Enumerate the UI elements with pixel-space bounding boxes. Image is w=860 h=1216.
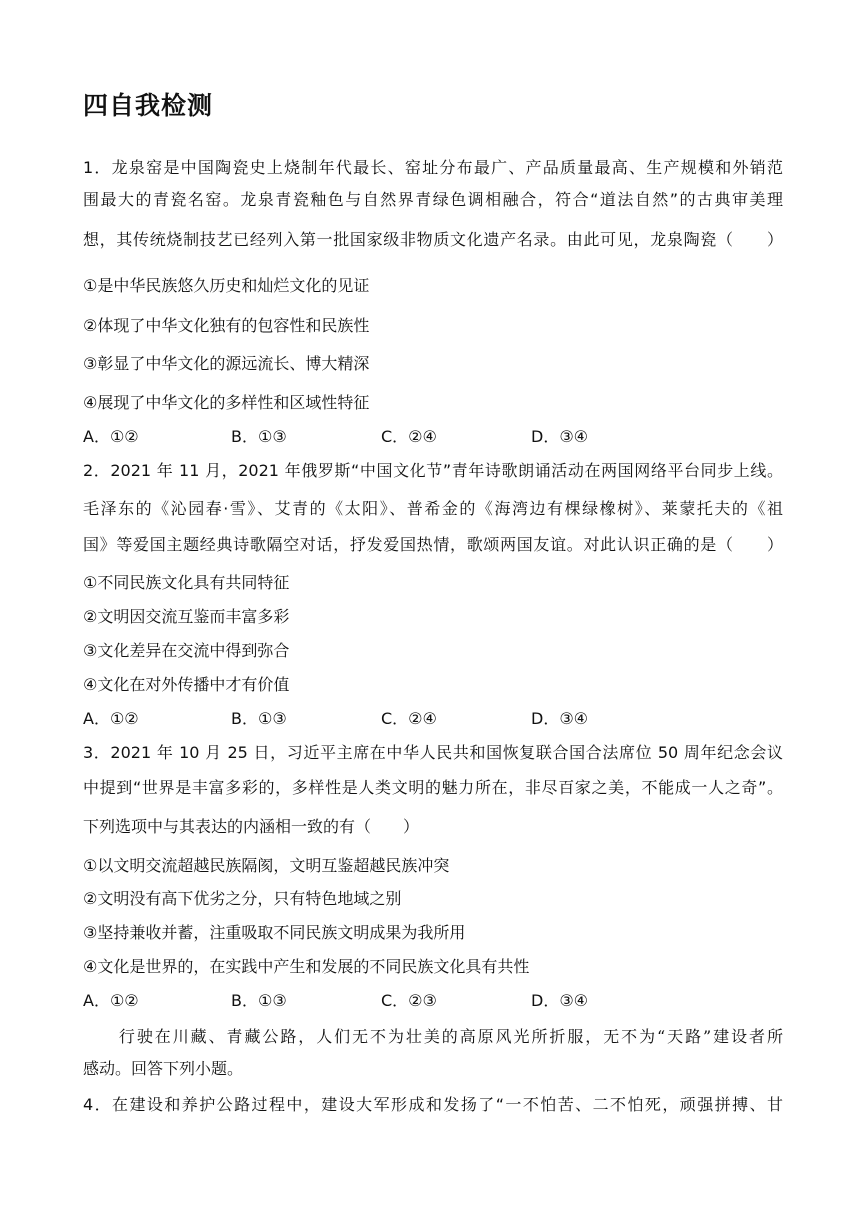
q3-stem-line-3: 下列选项中与其表达的内涵相一致的有（ ） (83, 817, 420, 836)
q1-stem-line-3: 想，其传统烧制技艺已经列入第一批国家级非物质文化遗产名录。由此可见，龙泉陶瓷（ ） (83, 230, 783, 249)
q3-option-1: ①以文明交流超越民族隔阂，文明互鉴超越民族冲突 (83, 856, 450, 875)
q2-stem-line-3: 国》等爱国主题经典诗歌隔空对话，抒发爱国热情，歌颂两国友谊。对此认识正确的是（ ） (83, 535, 783, 554)
q1-choice-d: D．③④ (531, 427, 589, 446)
q3-choice-d: D．③④ (531, 991, 589, 1010)
q1-stem-line-1: 1．龙泉窑是中国陶瓷史上烧制年代最长、窑址分布最广、产品质量最高、生产规模和外销范 (83, 158, 783, 177)
q1-option-4: ④展现了中华文化的多样性和区域性特征 (83, 393, 370, 412)
q3-stem-line-1: 3．2021 年 10 月 25 日，习近平主席在中华人民共和国恢复联合国合法席位 50 周年纪念会议 (83, 743, 783, 762)
q1-option-3: ③彰显了中华文化的源远流长、博大精深 (83, 354, 370, 373)
q1-option-2: ②体现了中华文化独有的包容性和民族性 (83, 316, 370, 335)
q2-option-3: ③文化差异在交流中得到弥合 (83, 641, 290, 660)
q2-stem-line-2: 毛泽东的《沁园春·雪》、艾青的《太阳》、普希金的《海湾边有棵绿橡树》、莱蒙托夫的《祖 (83, 499, 783, 518)
q1-stem-line-2: 围最大的青瓷名窑。龙泉青瓷釉色与自然界青绿色调相融合，符合“道法自然”的古典审美理 (83, 190, 783, 209)
q2-choice-c: C．②④ (381, 709, 437, 728)
q1-option-1: ①是中华民族悠久历史和灿烂文化的见证 (83, 276, 370, 295)
passage-line-2: 感动。回答下列小题。 (83, 1059, 244, 1078)
q4-stem-line-1: 4．在建设和养护公路过程中，建设大军形成和发扬了“一不怕苦、二不怕死，顽强拼搏、甘 (83, 1095, 783, 1114)
q2-option-1: ①不同民族文化具有共同特征 (83, 573, 290, 592)
q3-choice-c: C．②③ (381, 991, 437, 1010)
q3-stem-line-2: 中提到“世界是丰富多彩的，多样性是人类文明的魅力所在，非尽百家之美，不能成一人之奇”。 (83, 778, 783, 797)
q3-choice-b: B．①③ (231, 991, 287, 1010)
q2-stem-line-1: 2．2021 年 11 月，2021 年俄罗斯“中国文化节”青年诗歌朗诵活动在两国网络平台同步上线。 (83, 461, 783, 480)
q2-option-4: ④文化在对外传播中才有价值 (83, 675, 290, 694)
q3-choice-a: A．①② (83, 991, 139, 1010)
q2-choice-d: D．③④ (531, 709, 589, 728)
q1-choice-b: B．①③ (231, 427, 287, 446)
q3-option-2: ②文明没有高下优劣之分，只有特色地域之别 (83, 889, 402, 908)
q3-option-4: ④文化是世界的，在实践中产生和发展的不同民族文化具有共性 (83, 957, 530, 976)
q2-option-2: ②文明因交流互鉴而丰富多彩 (83, 607, 290, 626)
q2-choice-b: B．①③ (231, 709, 287, 728)
page-title: 四自我检测 (83, 91, 214, 120)
passage-line-1: 行驶在川藏、青藏公路，人们无不为壮美的高原风光所折服，无不为“天路”建设者所 (83, 1027, 783, 1046)
q1-choice-c: C．②④ (381, 427, 437, 446)
q3-option-3: ③坚持兼收并蓄，注重吸取不同民族文明成果为我所用 (83, 923, 466, 942)
q1-choice-a: A．①② (83, 427, 139, 446)
q2-choice-a: A．①② (83, 709, 139, 728)
